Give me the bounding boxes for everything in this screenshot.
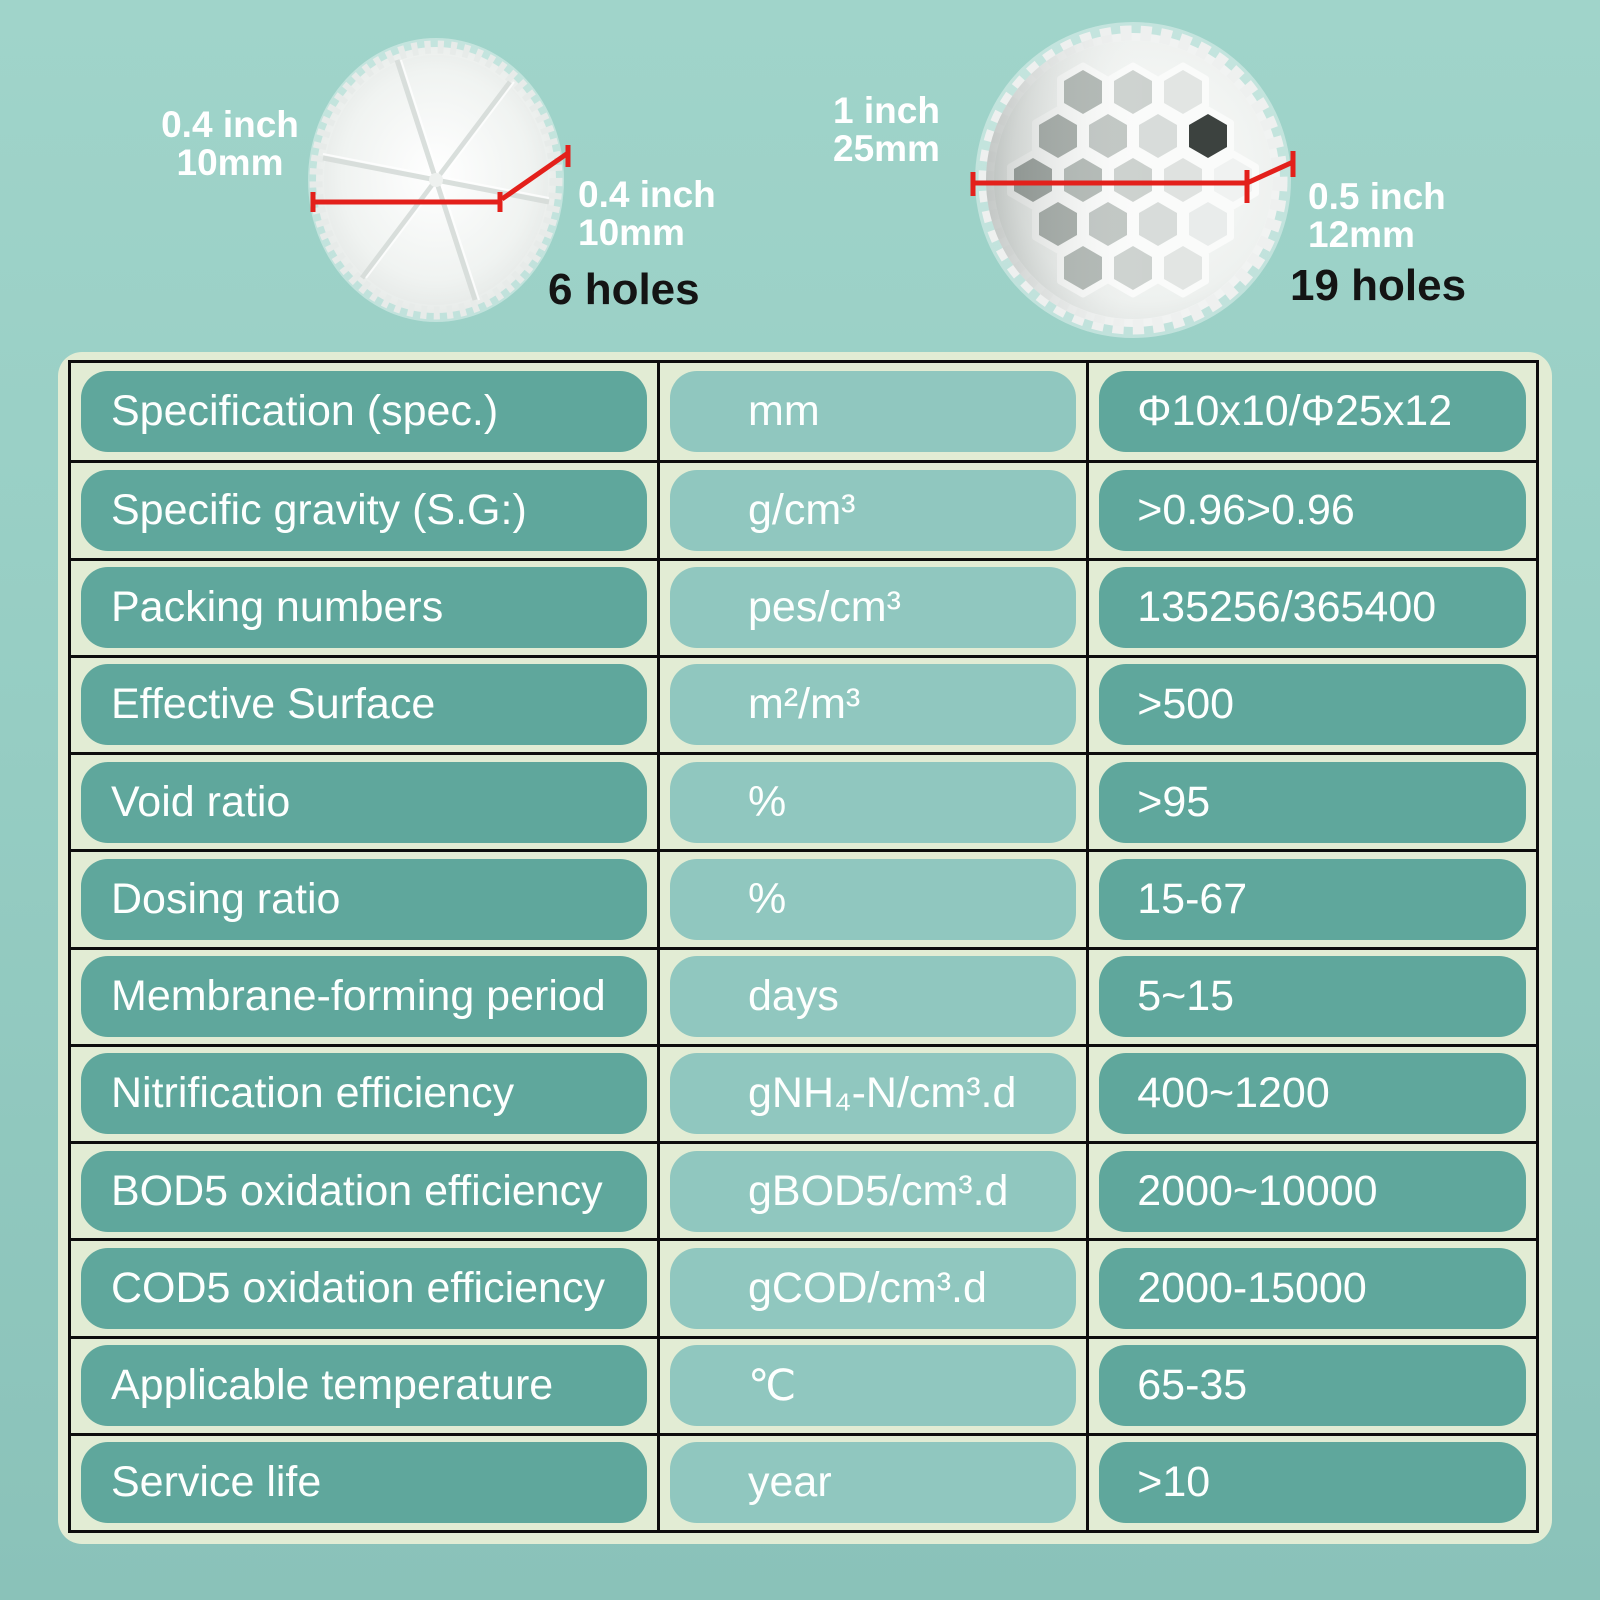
spec-label-cell — [71, 947, 657, 1044]
spec-value-cell — [1086, 1336, 1536, 1433]
spec-value: 65-35 — [1099, 1345, 1526, 1426]
spec-label-cell — [71, 1141, 657, 1238]
spec-label: COD5 oxidation efficiency — [81, 1248, 647, 1329]
spec-unit-cell — [657, 752, 1086, 849]
spec-unit: g/cm³ — [670, 470, 1076, 551]
spec-value-cell — [1086, 655, 1536, 752]
spec-label-cell — [71, 752, 657, 849]
spec-value-cell — [1086, 752, 1536, 849]
diameter-mm-text: 25mm — [833, 128, 940, 169]
spec-value-cell — [1086, 558, 1536, 655]
spec-label: Dosing ratio — [81, 859, 647, 940]
spec-unit-cell — [657, 363, 1086, 460]
media-19-hole-image — [958, 10, 1308, 350]
spec-value: 135256/365400 — [1099, 567, 1526, 648]
spec-label: BOD5 oxidation efficiency — [81, 1151, 647, 1232]
spec-unit-cell — [657, 1044, 1086, 1141]
spec-unit: mm — [670, 371, 1076, 452]
height-mm-text: 12mm — [1308, 214, 1415, 255]
spec-label: Service life — [81, 1442, 647, 1523]
spec-value: >10 — [1099, 1442, 1526, 1523]
spec-value-cell — [1086, 1141, 1536, 1238]
spec-label: Applicable temperature — [81, 1345, 647, 1426]
spec-value: 400~1200 — [1099, 1053, 1526, 1134]
spec-unit-cell — [657, 1433, 1086, 1530]
spec-unit: year — [670, 1442, 1076, 1523]
spec-value: >95 — [1099, 762, 1526, 843]
spec-unit-cell — [657, 1238, 1086, 1335]
spec-unit: gNH₄-N/cm³.d — [670, 1053, 1076, 1134]
spec-label-cell — [71, 363, 657, 460]
spec-unit: % — [670, 762, 1076, 843]
spec-label: Nitrification efficiency — [81, 1053, 647, 1134]
spec-unit: % — [670, 859, 1076, 940]
spec-label-cell — [71, 1044, 657, 1141]
spec-label-cell — [71, 1336, 657, 1433]
height-inch-text: 0.4 inch — [578, 174, 716, 215]
diameter-inch-text: 1 inch — [833, 90, 940, 131]
spec-table — [68, 360, 1539, 1533]
spec-value-cell — [1086, 460, 1536, 557]
spec-unit-cell — [657, 558, 1086, 655]
height-mm-text: 10mm — [578, 212, 685, 253]
spec-unit-cell — [657, 947, 1086, 1044]
spec-unit: gCOD/cm³.d — [670, 1248, 1076, 1329]
spec-label-cell — [71, 655, 657, 752]
spec-value-cell — [1086, 1238, 1536, 1335]
small-media-diameter-label — [152, 106, 308, 182]
spec-label: Specific gravity (S.G:) — [81, 470, 647, 551]
diameter-inch-text: 0.4 inch — [161, 104, 299, 145]
spec-label-cell — [71, 558, 657, 655]
spec-unit: ℃ — [670, 1345, 1076, 1426]
spec-unit-cell — [657, 655, 1086, 752]
spec-label: Specification (spec.) — [81, 371, 647, 452]
media-6-hole-image — [303, 30, 573, 330]
spec-value-cell — [1086, 1433, 1536, 1530]
spec-label: Void ratio — [81, 762, 647, 843]
big-media-height-label — [1308, 178, 1446, 254]
spec-value: 15-67 — [1099, 859, 1526, 940]
spec-value: 2000~10000 — [1099, 1151, 1526, 1232]
big-media-holes-label: 19 holes — [1290, 261, 1467, 310]
spec-value-cell — [1086, 947, 1536, 1044]
big-media-diameter-label — [833, 92, 940, 168]
spec-value: >500 — [1099, 664, 1526, 745]
small-media-holes-label: 6 holes — [548, 265, 700, 314]
spec-value: 5~15 — [1099, 956, 1526, 1037]
spec-label-cell — [71, 1433, 657, 1530]
spec-value-cell — [1086, 849, 1536, 946]
spec-value: Φ10x10/Φ25x12 — [1099, 371, 1526, 452]
spec-label-cell — [71, 460, 657, 557]
spec-value: >0.96>0.96 — [1099, 470, 1526, 551]
spec-label: Packing numbers — [81, 567, 647, 648]
spec-unit-cell — [657, 460, 1086, 557]
small-media-height-label — [578, 176, 716, 252]
spec-label-cell — [71, 1238, 657, 1335]
spec-value: 2000-15000 — [1099, 1248, 1526, 1329]
spec-unit: days — [670, 956, 1076, 1037]
spec-unit: pes/cm³ — [670, 567, 1076, 648]
height-inch-text: 0.5 inch — [1308, 176, 1446, 217]
spec-label: Membrane-forming period — [81, 956, 647, 1037]
spec-label-cell — [71, 849, 657, 946]
spec-unit-cell — [657, 1336, 1086, 1433]
spec-unit: gBOD5/cm³.d — [670, 1151, 1076, 1232]
spec-label: Effective Surface — [81, 664, 647, 745]
spec-table-panel — [58, 352, 1552, 1544]
spec-unit-cell — [657, 1141, 1086, 1238]
spec-unit-cell — [657, 849, 1086, 946]
spec-value-cell — [1086, 1044, 1536, 1141]
spec-unit: m²/m³ — [670, 664, 1076, 745]
spec-value-cell — [1086, 363, 1536, 460]
diameter-mm-text: 10mm — [176, 142, 284, 183]
